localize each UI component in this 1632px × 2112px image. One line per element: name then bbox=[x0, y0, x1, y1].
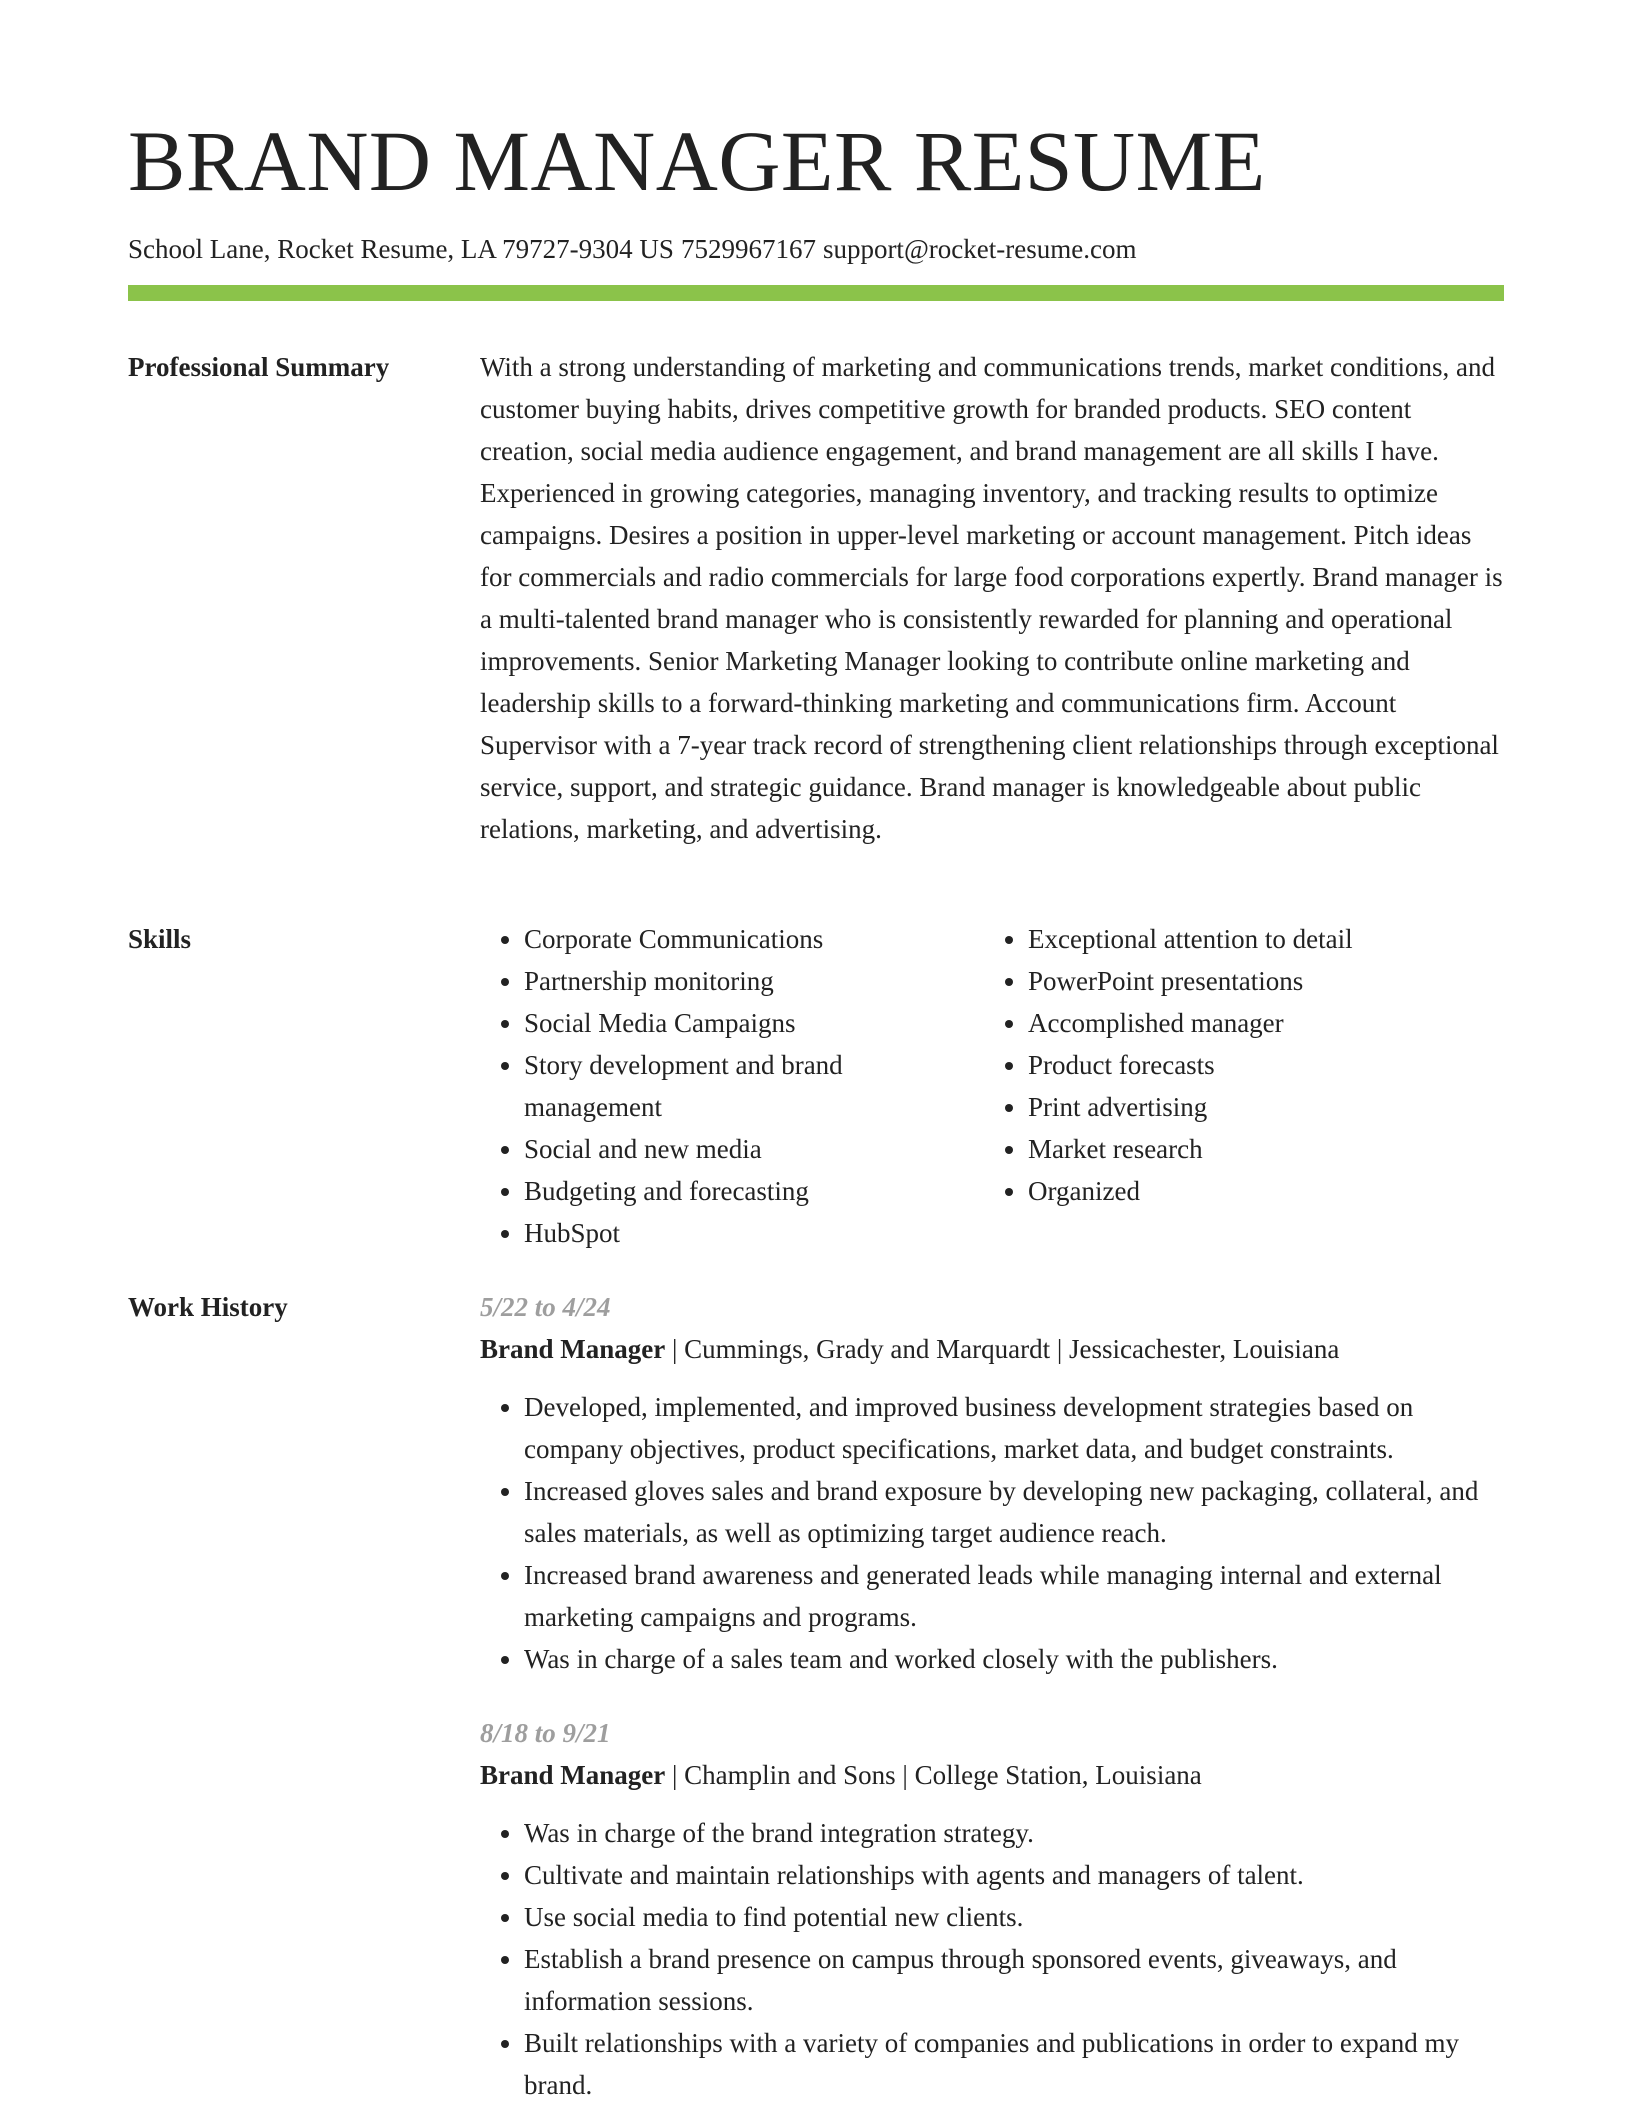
skill-item: • PowerPoint presentations bbox=[1028, 960, 1488, 1002]
skills-list-right bbox=[984, 918, 1488, 1212]
skill-item: • Social Media Campaigns bbox=[524, 1002, 984, 1044]
job-dates: 5/22 to 4/24 bbox=[480, 1292, 611, 1322]
skill-item: • Accomplished manager bbox=[1028, 1002, 1488, 1044]
job-location: College Station, Louisiana bbox=[914, 1760, 1202, 1790]
resume-title: BRAND MANAGER RESUME bbox=[128, 113, 1266, 209]
job-bullet: • Was in charge of a sales team and worked closely with the publishers. bbox=[524, 1638, 1504, 1680]
skill-item: • Social and new media bbox=[524, 1128, 984, 1170]
contact-line bbox=[128, 231, 1143, 267]
job-title: Brand Manager bbox=[480, 1334, 666, 1364]
job-bullet: • Cultivate and maintain relationships with agents and managers of talent. bbox=[524, 1854, 1504, 1896]
job-dates: 8/18 to 9/21 bbox=[480, 1718, 611, 1748]
job-entry bbox=[480, 1286, 1504, 1680]
job-location: Jessicachester, Louisiana bbox=[1069, 1334, 1340, 1364]
work-section bbox=[480, 1286, 1504, 2106]
job-bullet: • Increased gloves sales and brand exposure by developing new packaging, collateral, and sales materials, as well as optimizing target audience reach. bbox=[524, 1470, 1504, 1554]
contact-phone: 7529967167 bbox=[680, 234, 816, 264]
accent-divider bbox=[128, 285, 1504, 301]
separator: | bbox=[1056, 1334, 1063, 1364]
skill-item: • Market research bbox=[1028, 1128, 1488, 1170]
separator: | bbox=[902, 1760, 908, 1790]
skill-item: • Budgeting and forecasting bbox=[524, 1170, 984, 1212]
summary-section bbox=[480, 346, 1504, 850]
separator: | bbox=[672, 1334, 678, 1364]
job-title: Brand Manager bbox=[480, 1760, 666, 1790]
skill-item: • Story development and brand management bbox=[524, 1044, 984, 1128]
summary-text: With a strong understanding of marketing and communications trends, market conditions, and customer buying habits, drives competitive growth for branded products. SEO content creation, social media audience engagement, and brand management are all skills I have. Experienced in growing categories, managing inventory, and tracking results to optimize campaigns. Desires a position in upper-level marketing or account management. Pitch ideas for commercials and radio commercials for large food corporations expertly. Brand manager is a multi-talented brand manager who is consistently rewarded for planning and operational improvements. Senior Marketing Manager looking to contribute online marketing and leadership skills to a forward-thinking marketing and communications firm. Account Supervisor with a 7-year track record of strengthening client relationships through exceptional service, support, and strategic guidance. Brand manager is knowledgeable about public relations, marketing, and advertising. bbox=[480, 352, 1503, 844]
skills-section bbox=[480, 918, 1504, 1254]
skills-list-left bbox=[480, 918, 984, 1254]
skills-heading: Skills bbox=[128, 924, 192, 954]
contact-address: School Lane, Rocket Resume, LA 79727-9304 US bbox=[128, 234, 674, 264]
job-bullet: • Increased brand awareness and generated leads while managing internal and external marketing campaigns and programs. bbox=[524, 1554, 1504, 1638]
job-entry bbox=[480, 1712, 1504, 2106]
job-bullet: • Establish a brand presence on campus through sponsored events, giveaways, and information sessions. bbox=[524, 1938, 1504, 2022]
job-bullet: • Developed, implemented, and improved business development strategies based on company objectives, product specifications, market data, and budget constraints. bbox=[524, 1386, 1504, 1470]
summary-heading: Professional Summary bbox=[128, 352, 390, 382]
skill-item: • Corporate Communications bbox=[524, 918, 984, 960]
job-header bbox=[480, 1754, 1504, 1796]
job-bullet: • Was in charge of the brand integration strategy. bbox=[524, 1812, 1504, 1854]
job-company: Champlin and Sons bbox=[684, 1760, 896, 1790]
skill-item: • Exceptional attention to detail bbox=[1028, 918, 1488, 960]
job-bullet-list bbox=[480, 1386, 1504, 1680]
job-header bbox=[480, 1328, 1504, 1370]
job-company: Cummings, Grady and Marquardt bbox=[684, 1334, 1051, 1364]
skill-item: • Organized bbox=[1028, 1170, 1488, 1212]
job-bullet-list bbox=[480, 1812, 1504, 2106]
job-bullet: • Use social media to find potential new clients. bbox=[524, 1896, 1504, 1938]
job-bullet: • Built relationships with a variety of companies and publications in order to expand my brand. bbox=[524, 2022, 1504, 2106]
skill-item: • Partnership monitoring bbox=[524, 960, 984, 1002]
skill-item: • HubSpot bbox=[524, 1212, 984, 1254]
work-heading: Work History bbox=[128, 1292, 288, 1322]
separator: | bbox=[672, 1760, 678, 1790]
skill-item: • Product forecasts bbox=[1028, 1044, 1488, 1086]
contact-email: support@rocket-resume.com bbox=[822, 234, 1137, 264]
skill-item: • Print advertising bbox=[1028, 1086, 1488, 1128]
